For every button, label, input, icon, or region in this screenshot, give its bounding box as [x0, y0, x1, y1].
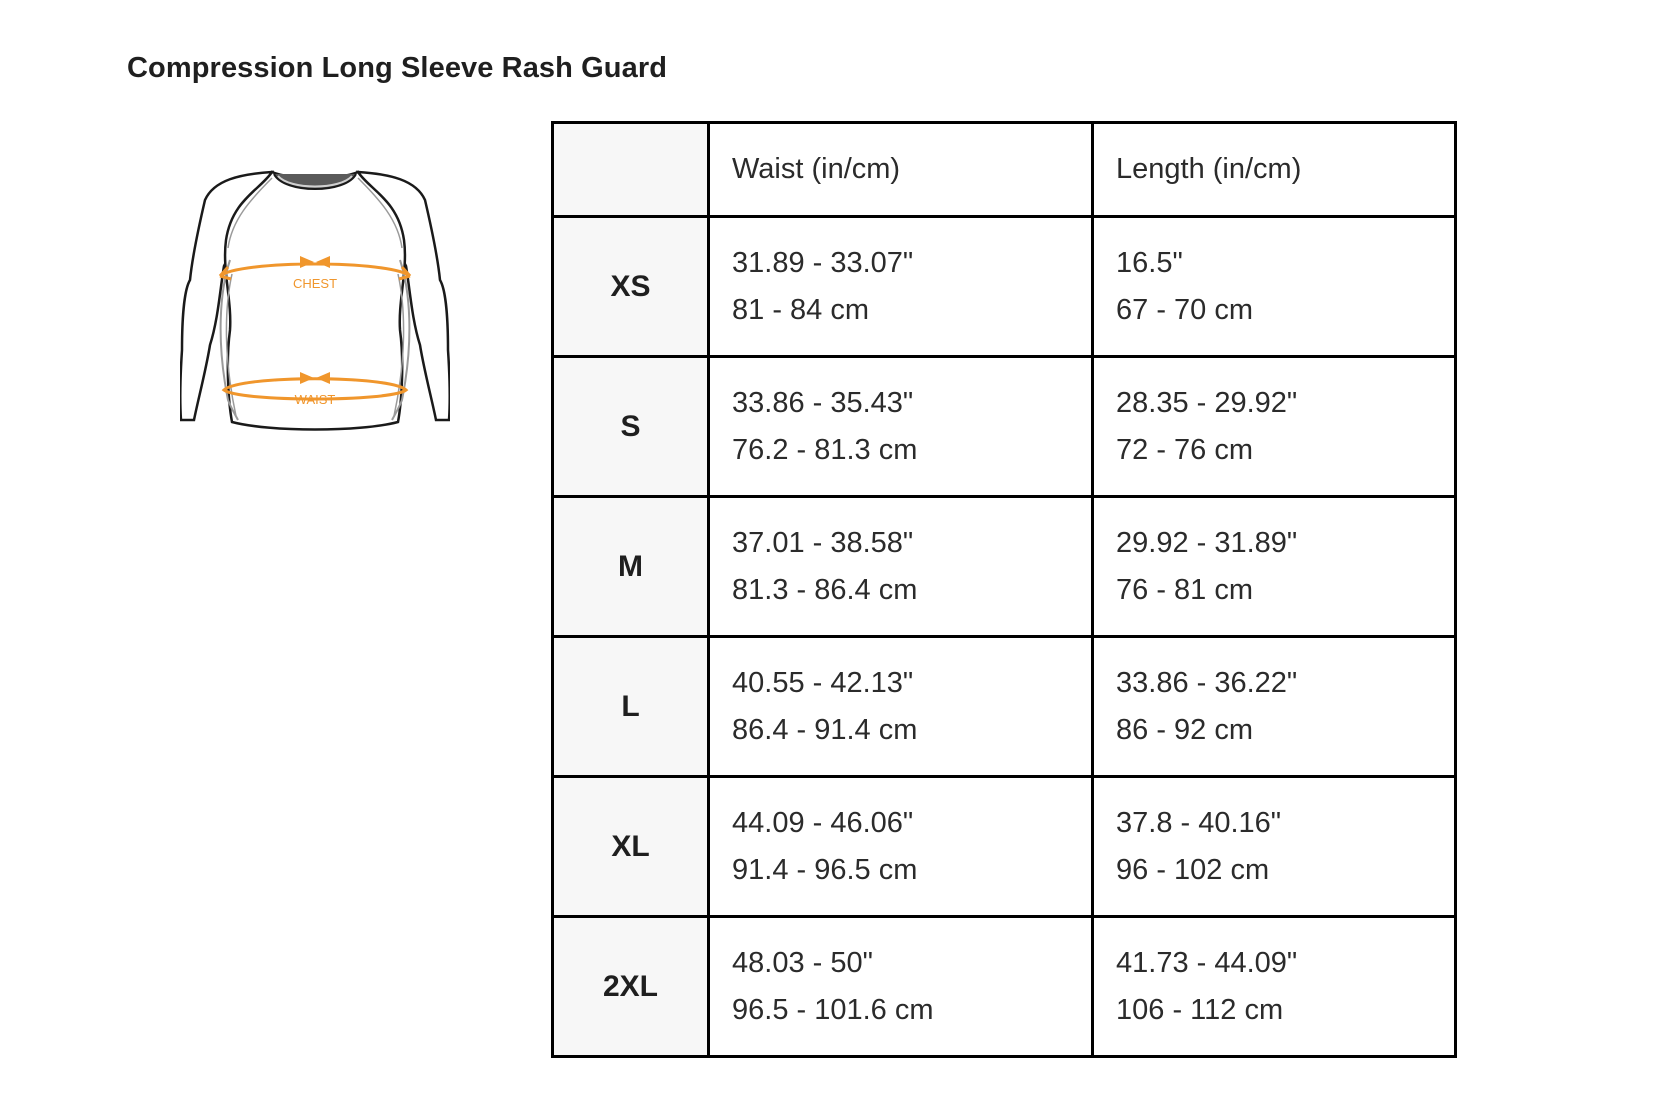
header-waist: Waist (in/cm): [709, 123, 1093, 217]
waist-inches: 48.03 - 50": [732, 946, 873, 979]
waist-cell: [709, 217, 1093, 357]
waist-label: WAIST: [294, 392, 336, 407]
table-row: [553, 357, 1456, 497]
length-inches: 41.73 - 44.09": [1116, 946, 1298, 979]
size-label: XL: [553, 777, 709, 917]
length-cell: [1093, 217, 1456, 357]
length-cell: [1093, 917, 1456, 1057]
length-cell: [1093, 497, 1456, 637]
size-label: M: [553, 497, 709, 637]
waist-inches: 44.09 - 46.06": [732, 806, 914, 839]
length-inches: 29.92 - 31.89": [1116, 526, 1298, 559]
size-label: XS: [553, 217, 709, 357]
length-centimeters: 67 - 70 cm: [1116, 293, 1253, 326]
waist-centimeters: 81.3 - 86.4 cm: [732, 573, 918, 606]
waist-inches: 40.55 - 42.13": [732, 666, 914, 699]
table-row: [553, 917, 1456, 1057]
length-centimeters: 96 - 102 cm: [1116, 853, 1270, 886]
table-row: [553, 777, 1456, 917]
waist-inches: 37.01 - 38.58": [732, 526, 914, 559]
size-label: 2XL: [553, 917, 709, 1057]
length-inches: 16.5": [1116, 246, 1183, 279]
page-title: Compression Long Sleeve Rash Guard: [127, 52, 668, 84]
size-table: [551, 121, 1457, 1058]
table-row: [553, 637, 1456, 777]
header-corner: [553, 123, 709, 217]
length-cell: [1093, 777, 1456, 917]
waist-centimeters: 91.4 - 96.5 cm: [732, 853, 918, 886]
size-label: S: [553, 357, 709, 497]
length-centimeters: 76 - 81 cm: [1116, 573, 1253, 606]
table-row: [553, 497, 1456, 637]
length-cell: [1093, 637, 1456, 777]
shirt-diagram-icon: [180, 170, 450, 470]
length-centimeters: 106 - 112 cm: [1116, 993, 1284, 1026]
waist-cell: [709, 357, 1093, 497]
waist-centimeters: 96.5 - 101.6 cm: [732, 993, 934, 1026]
waist-centimeters: 81 - 84 cm: [732, 293, 869, 326]
header-length: Length (in/cm): [1093, 123, 1456, 217]
waist-cell: [709, 637, 1093, 777]
waist-cell: [709, 777, 1093, 917]
waist-centimeters: 76.2 - 81.3 cm: [732, 433, 918, 466]
chest-label: CHEST: [292, 276, 338, 291]
waist-cell: [709, 497, 1093, 637]
waist-inches: 31.89 - 33.07": [732, 246, 914, 279]
waist-inches: 33.86 - 35.43": [732, 386, 914, 419]
length-inches: 33.86 - 36.22": [1116, 666, 1298, 699]
waist-centimeters: 86.4 - 91.4 cm: [732, 713, 918, 746]
length-centimeters: 86 - 92 cm: [1116, 713, 1253, 746]
table-header-row: [553, 123, 1456, 217]
table-row: [553, 217, 1456, 357]
length-centimeters: 72 - 76 cm: [1116, 433, 1253, 466]
size-label: L: [553, 637, 709, 777]
length-inches: 28.35 - 29.92": [1116, 386, 1298, 419]
length-cell: [1093, 357, 1456, 497]
waist-cell: [709, 917, 1093, 1057]
length-inches: 37.8 - 40.16": [1116, 806, 1282, 839]
